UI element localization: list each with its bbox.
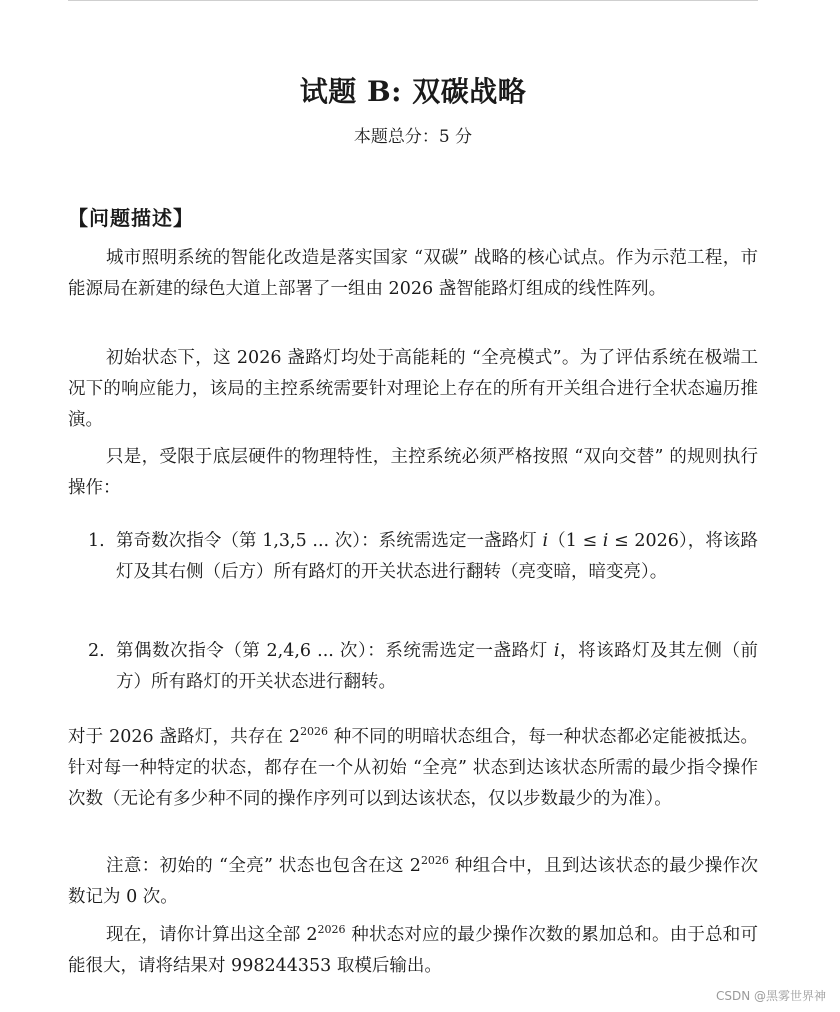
problem-title: 试题 B: 双碳战略 — [299, 75, 527, 108]
list-item-odd-command — [88, 526, 758, 588]
paragraph-intro: 城市照明系统的智能化改造是落实国家 “双碳” 战略的核心试点。作为示范工程，市能源局在新建的绿色大道上部署了一组由 2026 盏智能路灯组成的线性阵列。 — [68, 248, 758, 299]
list-number: 1. — [88, 531, 105, 551]
section-heading-description: 【问题描述】 — [68, 206, 194, 230]
problem-score: 本题总分：5 分 — [353, 127, 473, 147]
list-number: 2. — [88, 641, 105, 661]
csdn-watermark: CSDN @黑雾世界神 — [715, 989, 826, 1003]
paragraph-initial-state: 初始状态下，这 2026 盏路灯均处于高能耗的 “全亮模式”。为了评估系统在极端工况下的响应能力，该局的主控系统需要针对理论上存在的所有开关组合进行全状态遍历推演。 — [68, 348, 758, 430]
paragraph-note: 注意：初始的 “全亮” 状态也包含在这 $2^{2026}$ 种组合中，且到达该状态的最少操作次数记为 0 次。 — [68, 854, 759, 907]
list-item-text: 第奇数次指令（第 1,3,5 ... 次）：系统需选定一盏路灯 i（1 ≤ i ≤ 2026），将该路灯及其右侧（后方）所有路灯的开关状态进行翻转（亮变暗，暗变亮）。 — [116, 531, 758, 582]
paragraph-task: 现在，请你计算出这全部 $2^{2026}$ 种状态对应的最少操作次数的累加总和。由于总和可能很大，请将结果对 998244353 取模后输出。 — [68, 923, 759, 976]
list-item-even-command — [88, 636, 758, 698]
paragraph-rules-intro: 只是，受限于底层硬件的物理特性，主控系统必须严格按照 “双向交替” 的规则执行操作： — [68, 447, 758, 498]
list-item-text: 第偶数次指令（第 2,4,6 ... 次）：系统需选定一盏路灯 i，将该路灯及其左侧（前方）所有路灯的开关状态进行翻转。 — [116, 641, 759, 692]
top-rule — [68, 0, 758, 1]
paragraph-state-count: 对于 2026 盏路灯，共存在 $2^{2026}$ 种不同的明暗状态组合，每一种状态都必定能被抵达。针对每一种特定的状态，都存在一个从初始 “全亮” 状态到达该状态所需的最少指令操作次数（无论有多少种不同的操作序列可以到达该状态，仅以步数最少的为准）。 — [68, 725, 759, 809]
